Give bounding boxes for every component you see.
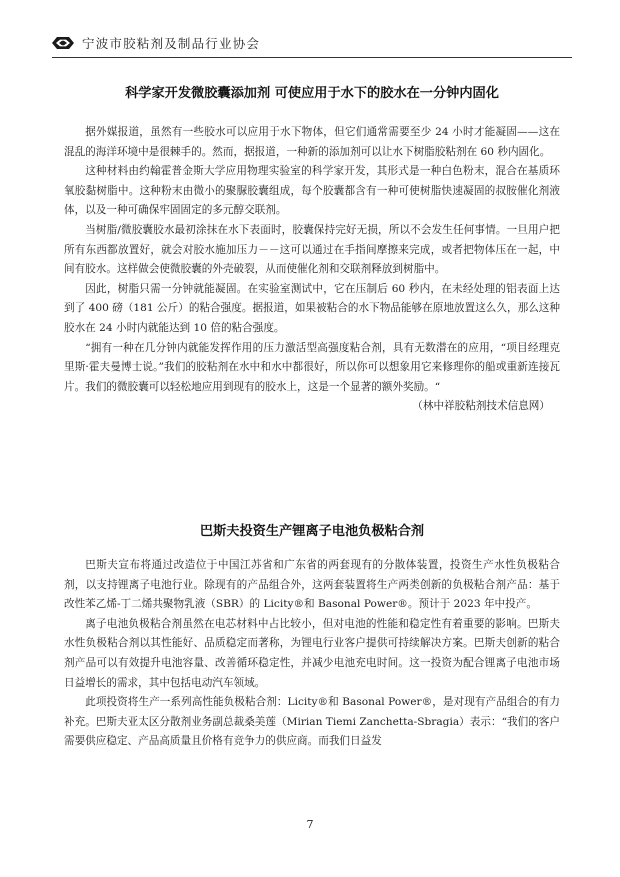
association-name: 宁波市胶粘剂及制品行业协会 (82, 36, 261, 51)
article-paragraph: “拥有一种在几分钟内就能发挥作用的压力激活型高强度粘合剂，具有无数潜在的应用，“项目经理克里斯·霍夫曼博士说。”我们的胶粘剂在水中和水中都很好，所以你可以想象用它来修理你的船或重新连接瓦片。我们的微胶囊可以轻松地应用到现有的胶水上，这是一个显著的额外奖励。“ (64, 341, 560, 393)
association-logo-icon (52, 36, 74, 50)
article-title: 科学家开发微胶囊添加剂 可使应用于水下的胶水在一分钟内固化 (125, 86, 499, 101)
article-paragraph: 离子电池负极粘合剂虽然在电芯材料中占比较小，但对电池的性能和稳定性有着重要的影响。巴斯夫水性负极粘合剂以其性能好、品质稳定而著称，为锂电行业客户提供可持续解决方案。巴斯夫创新的粘合剂产品可以有效提升电池容量、改善循环稳定性，并减少电池充电时间。这一投资为配合锂离子电池市场日益增长的需求，其中包括电动汽车领域。 (64, 617, 560, 689)
article-paragraph: 因此，树脂只需一分钟就能凝固。在实验室测试中，它在压制后 60 秒内，在未经处理的铝表面上达到了 400 磅（181 公斤）的粘合强度。据报道，如果被粘合的水下物品能够在原地放置这么久，那么这种胶水在 24 小时内就能达到 10 倍的粘合强度。 (64, 282, 560, 334)
article-source: （林中祥胶粘剂技术信息网） (412, 400, 550, 413)
article-microcapsule-adhesive (64, 82, 560, 417)
article-paragraph: 当树脂/微胶囊胶水最初涂抹在水下表面时，胶囊保持完好无损，所以不会发生任何事情。一旦用户把所有东西都放置好，就会对胶水施加压力－－这可以通过在手指间摩擦来完成，或者把物体压在一起，中间有胶水。这样做会使微胶囊的外壳破裂，从而使催化剂和交联剂释放到树脂中。 (64, 223, 560, 276)
page-number: 7 (306, 818, 314, 831)
article-paragraph: 此项投资将生产一系列高性能负极粘合剂：Licity®和 Basonal Power®，是对现有产品组合的有力补充。巴斯夫亚太区分散剂业务副总裁桑美莲（Mirian Tiemi Zanchetta-Sbragia）表示：“我们的客户需要供应稳定、产品高质量且价格有竞争力的供应商。而我们日益发 (64, 696, 560, 748)
article-title: 巴斯夫投资生产锂离子电池负极粘合剂 (199, 524, 425, 539)
article-paragraph: 巴斯夫宣布将通过改造位于中国江苏省和广东省的两套现有的分散体装置，投资生产水性负极粘合剂，以支持锂离子电池行业。除现有的产品组合外，这两套装置将生产两类创新的负极粘合剂产品：基于改性苯乙烯-丁二烯共聚物乳液（SBR）的 Licity®和 Basonal Power®。预计于 2023 年中投产。 (64, 559, 560, 611)
page-header (52, 33, 572, 63)
article-paragraph: 这种材料由约翰霍普金斯大学应用物理实验室的科学家开发，其形式是一种白色粉末，混合在基质环氧胶黏树脂中。这种粉末由微小的聚脲胶囊组成，每个胶囊都含有一种可使树脂快速凝固的叔胺催化剂液体，以及一种可确保牢固固定的多元醇交联剂。 (64, 165, 560, 217)
article-basf-binder (64, 520, 560, 752)
header-divider (52, 57, 572, 58)
article-paragraph: 据外媒报道，虽然有一些胶水可以应用于水下物体，但它们通常需要至少 24 小时才能凝固——这在混乱的海洋环境中是很棘手的。然而，据报道，一种新的添加剂可以让水下树脂胶粘剂在 60 秒内固化。 (64, 126, 560, 158)
